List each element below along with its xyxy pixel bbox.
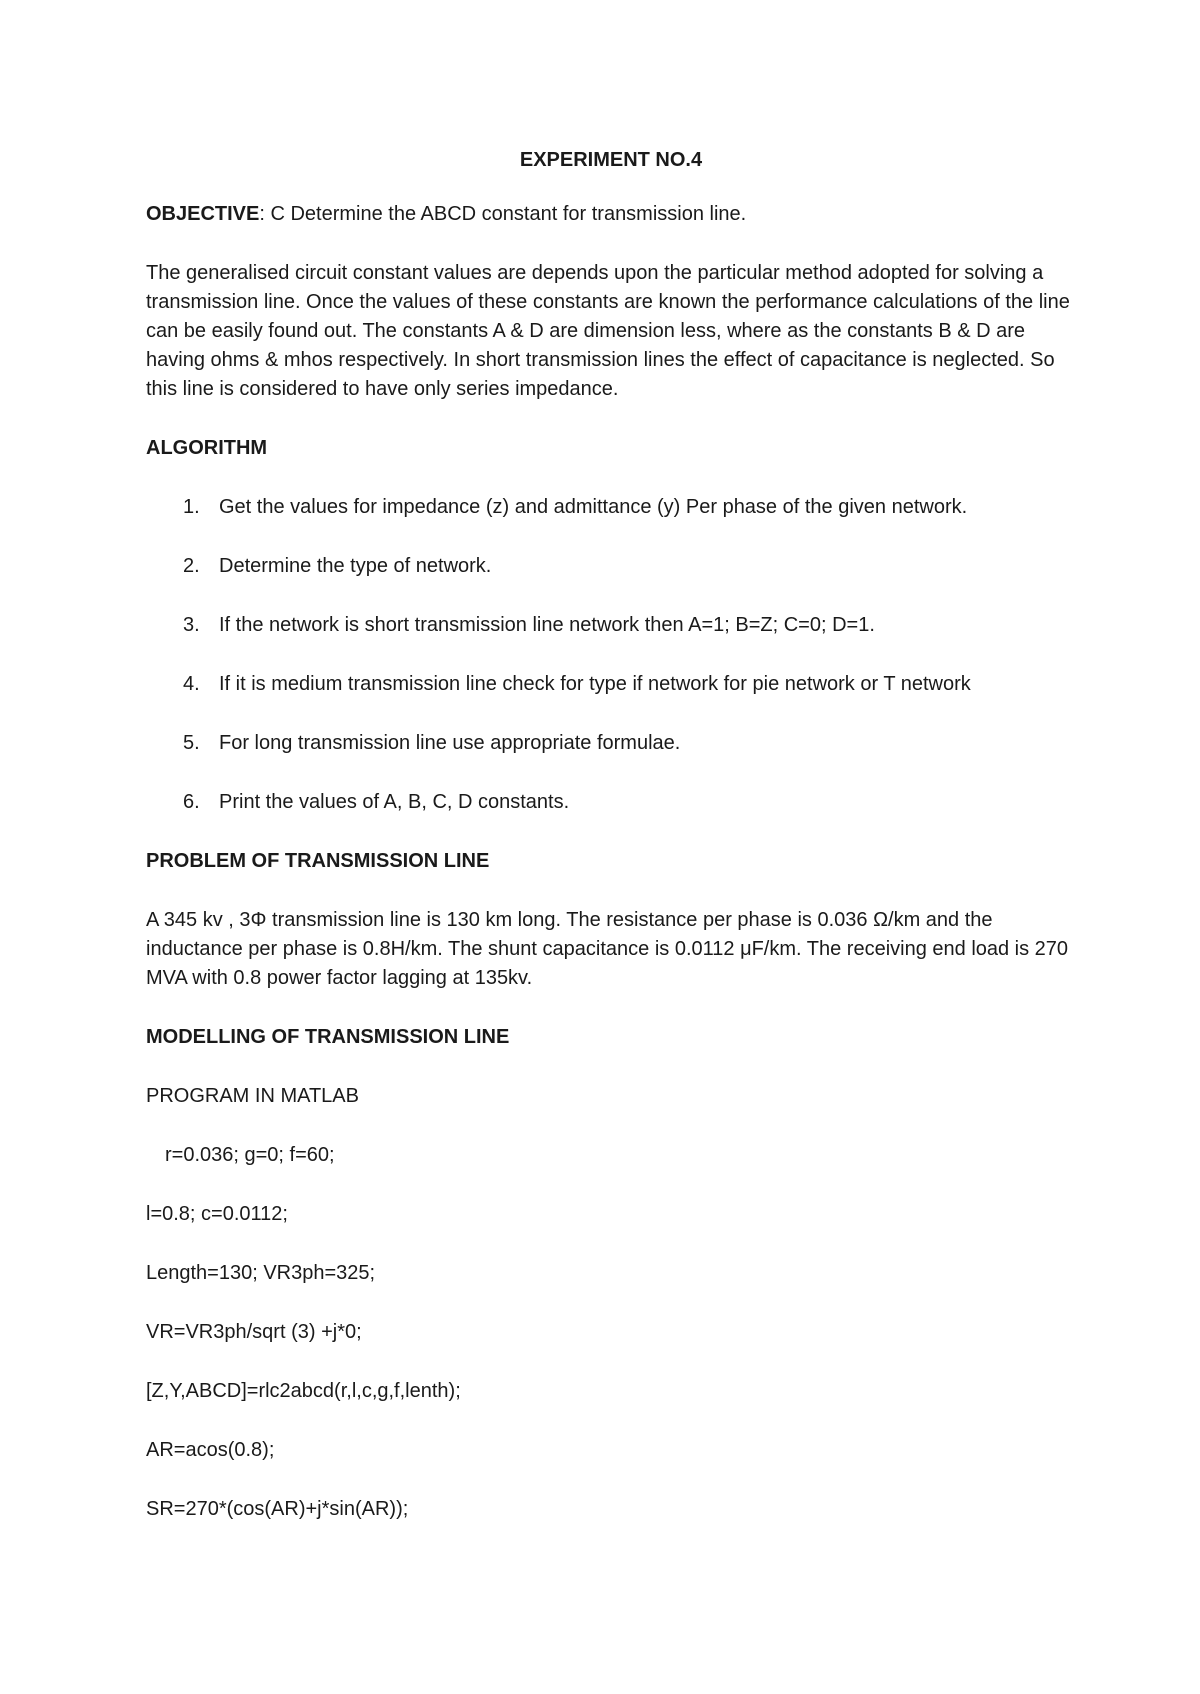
objective-text: : C Determine the ABCD constant for transmission line. — [259, 203, 747, 225]
list-item — [146, 670, 1076, 699]
code-line: l=0.8; c=0.0112; — [146, 1203, 288, 1225]
objective-label: OBJECTIVE — [146, 203, 260, 225]
algorithm-heading: ALGORITHM — [146, 437, 268, 459]
list-item-number: 2. — [183, 555, 200, 577]
objective-line — [146, 200, 1076, 229]
list-item-number: 1. — [183, 496, 200, 518]
program-label: PROGRAM IN MATLAB — [146, 1085, 359, 1107]
list-item — [146, 729, 1076, 758]
list-item — [146, 552, 1076, 581]
code-line: SR=270*(cos(AR)+j*sin(AR)); — [146, 1498, 409, 1520]
list-item-text: If the network is short transmission line network then A=1; B=Z; C=0; D=1. — [219, 614, 875, 636]
document-body — [146, 146, 1076, 1554]
list-item-text: Get the values for impedance (z) and admittance (y) Per phase of the given network. — [219, 496, 968, 518]
code-line: r=0.036; g=0; f=60; — [165, 1144, 335, 1166]
list-item-text: Print the values of A, B, C, D constants. — [219, 791, 570, 813]
problem-paragraph: A 345 kv , 3Φ transmission line is 130 km long. The resistance per phase is 0.036 Ω/km and the inductance per phase is 0.8H/km. The shunt capacitance is 0.0112 μF/km. The receiving end load is 270 MVA with 0.8 power factor lagging at 135kv. — [146, 909, 1069, 989]
code-line: VR=VR3ph/sqrt (3) +j*0; — [146, 1321, 362, 1343]
modelling-heading: MODELLING OF TRANSMISSION LINE — [146, 1026, 510, 1048]
list-item-text: Determine the type of network. — [219, 555, 492, 577]
list-item — [146, 493, 1076, 522]
problem-heading: PROBLEM OF TRANSMISSION LINE — [146, 850, 490, 872]
code-line: AR=acos(0.8); — [146, 1439, 275, 1461]
code-line: [Z,Y,ABCD]=rlc2abcd(r,l,c,g,f,lenth); — [146, 1380, 461, 1402]
list-item — [146, 788, 1076, 817]
code-line: Length=130; VR3ph=325; — [146, 1262, 376, 1284]
list-item-number: 6. — [183, 791, 200, 813]
list-item-number: 5. — [183, 732, 200, 754]
list-item — [146, 611, 1076, 640]
list-item-number: 3. — [183, 614, 200, 636]
page-title: EXPERIMENT NO.4 — [519, 149, 703, 171]
list-item-text: If it is medium transmission line check for type if network for pie network or T network — [219, 673, 971, 695]
list-item-text: For long transmission line use appropriate formulae. — [219, 732, 681, 754]
intro-paragraph: The generalised circuit constant values are depends upon the particular method adopted for solving a transmission line. Once the values of these constants are known the performance calculations of the line can be easily found out. The constants A & D are dimension less, where as the constants B & D are having ohms & mhos respectively. In short transmission lines the effect of capacitance is neglected. So this line is considered to have only series impedance. — [146, 262, 1070, 400]
list-item-number: 4. — [183, 673, 200, 695]
algorithm-steps-list — [146, 493, 1076, 817]
